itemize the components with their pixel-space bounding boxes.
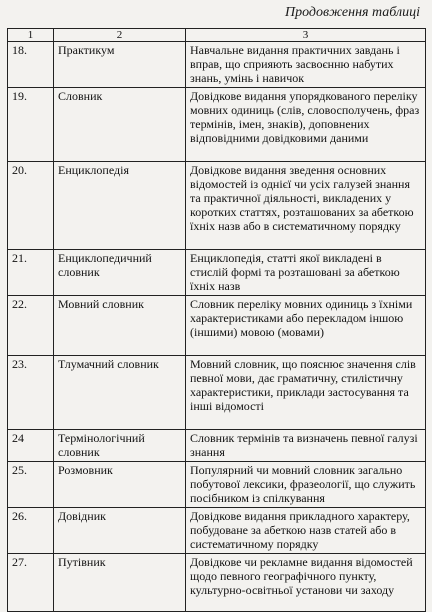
definition-cell: Довідкове видання зведення основних відомостей із однієї чи усіх галузей знання та практичної діяльності, викладених у коротких статтях, розташованих за абеткою їхніх назв або в систематичному порядку bbox=[186, 162, 426, 250]
term-cell: Тлумачний словник bbox=[54, 356, 186, 430]
definition-cell: Мовний словник, що пояснює значення слів певної мови, дає граматичну, стилістичну характеристики, приклади застосування та інші відомості bbox=[186, 356, 426, 430]
definition-cell: Довідкове видання прикладного характеру, побудоване за абеткою назв статей або в систематичному порядку bbox=[186, 508, 426, 554]
column-header-3: 3 bbox=[186, 29, 426, 42]
row-number: 26. bbox=[8, 508, 54, 554]
definition-cell: Довідкове видання упорядкованого переліку мовних одиниць (слів, словосполучень, фраз термінів, імен, знаків), доповнених відповідними довідковими даними bbox=[186, 88, 426, 162]
row-number: 20. bbox=[8, 162, 54, 250]
table-header-row bbox=[8, 29, 426, 42]
term-cell: Словник bbox=[54, 88, 186, 162]
definition-cell: Довідкове чи рекламне видання відомостей щодо певного географічного пункту, культурно-освітньої установи чи заходу bbox=[186, 554, 426, 612]
row-number: 21. bbox=[8, 250, 54, 296]
term-cell: Розмовник bbox=[54, 462, 186, 508]
term-cell: Практикум bbox=[54, 42, 186, 88]
row-number: 18. bbox=[8, 42, 54, 88]
table-row bbox=[8, 42, 426, 88]
definition-cell: Навчальне видання практичних завдань і вправ, що сприяють засвоєнню набутих знань, умінь і навичок bbox=[186, 42, 426, 88]
table-row bbox=[8, 88, 426, 162]
term-cell: Термінологічний словник bbox=[54, 430, 186, 462]
table-row bbox=[8, 462, 426, 508]
column-header-1: 1 bbox=[8, 29, 54, 42]
definition-cell: Популярний чи мовний словник загально побутової лексики, фразеології, що служить посібником із спілкування bbox=[186, 462, 426, 508]
row-number: 27. bbox=[8, 554, 54, 612]
table-continuation-caption: Продовження таблиці bbox=[284, 5, 420, 20]
row-number: 22. bbox=[8, 296, 54, 356]
definition-cell: Енциклопедія, статті якої викладені в стислій формі та розташовані за абеткою їхніх назв bbox=[186, 250, 426, 296]
row-number: 25. bbox=[8, 462, 54, 508]
definition-cell: Словник термінів та визначень певної галузі знання bbox=[186, 430, 426, 462]
table-row bbox=[8, 554, 426, 612]
table-row bbox=[8, 162, 426, 250]
term-cell: Енциклопедія bbox=[54, 162, 186, 250]
column-header-2: 2 bbox=[54, 29, 186, 42]
table-row bbox=[8, 356, 426, 430]
term-cell: Путівник bbox=[54, 554, 186, 612]
term-cell: Енциклопедичний словник bbox=[54, 250, 186, 296]
term-cell: Довідник bbox=[54, 508, 186, 554]
table-row bbox=[8, 430, 426, 462]
definition-cell: Словник переліку мовних одиниць з їхніми характеристиками або перекладом іншою (іншими) мовою (мовами) bbox=[186, 296, 426, 356]
row-number: 19. bbox=[8, 88, 54, 162]
term-cell: Мовний словник bbox=[54, 296, 186, 356]
row-number: 23. bbox=[8, 356, 54, 430]
table-row bbox=[8, 508, 426, 554]
table-row bbox=[8, 250, 426, 296]
row-number: 24 bbox=[8, 430, 54, 462]
definitions-table bbox=[7, 28, 426, 612]
table-row bbox=[8, 296, 426, 356]
